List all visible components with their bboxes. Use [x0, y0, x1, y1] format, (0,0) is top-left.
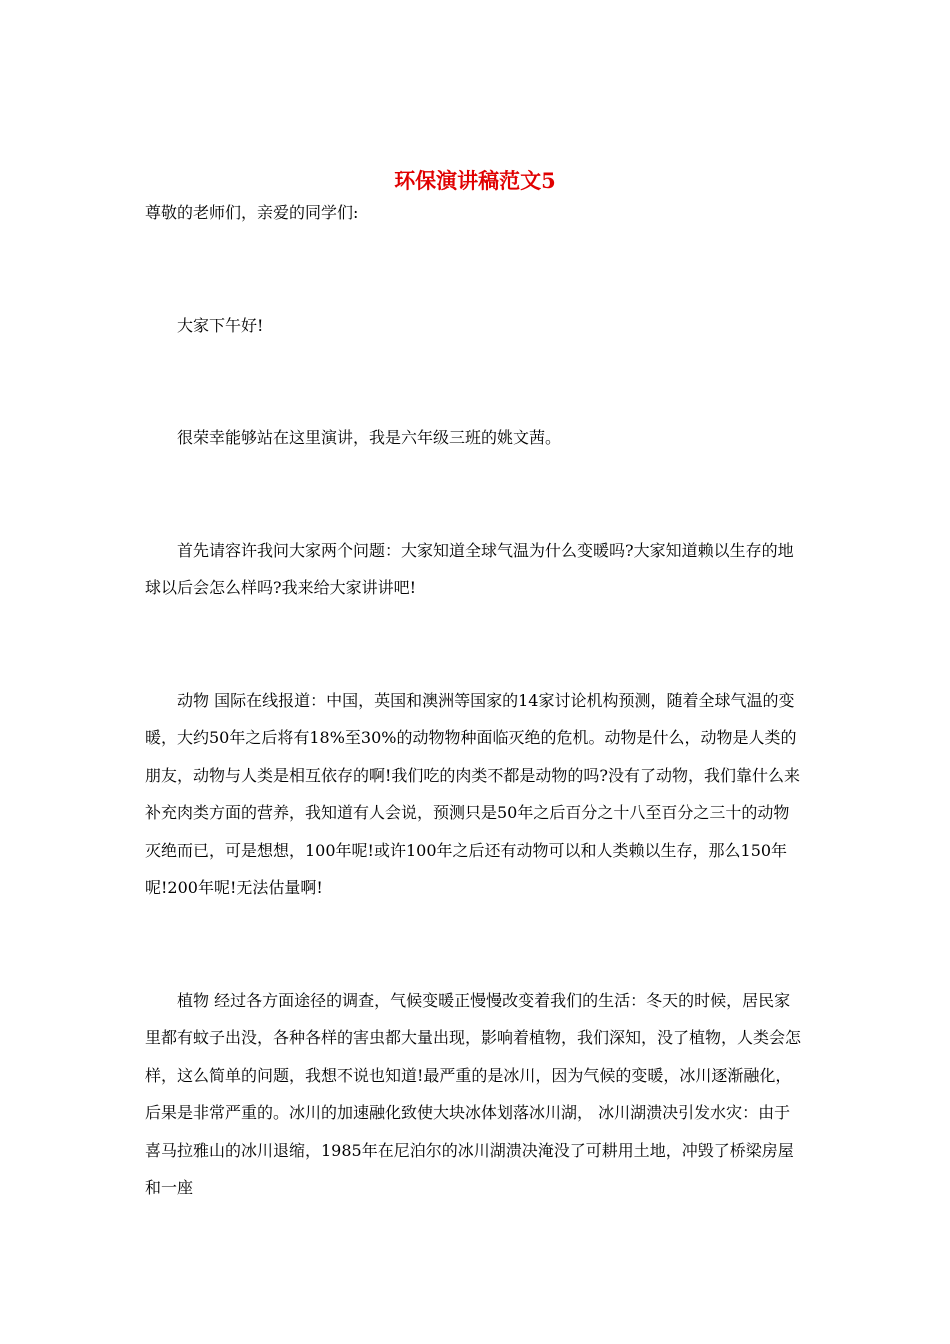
- salutation: 尊敬的老师们，亲爱的同学们:: [145, 203, 359, 222]
- paragraph-introduction: 很荣幸能够站在这里演讲，我是六年级三班的姚文茜。: [177, 428, 562, 447]
- document-title: 环保演讲稿范文5: [394, 168, 556, 194]
- paragraph-spacer: [145, 457, 805, 532]
- paragraph-plants: 植物 经过各方面途径的调查，气候变暖正慢慢改变着我们的生活：冬天的时候，居民家里都有蚊子出没，各种各样的害虫都大量出现，影响着植物，我们深知，没了植物，人类会怎样，这么简单的问题，我想不说也知道!最严重的是冰川，因为气候的变暖，冰川逐渐融化，后果是非常严重的。冰川的加速融化致使大块冰体划落冰川湖， 冰川湖溃决引发水灾：由于喜马拉雅山的冰川退缩，1985年在尼泊尔的冰川湖溃决淹没了可耕用土地，冲毁了桥梁房屋和一座: [145, 990, 802, 1197]
- paragraph-questions: 首先请容许我问大家两个问题：大家知道全球气温为什么变暖吗?大家知道赖以生存的地球以后会怎么样吗?我来给大家讲讲吧!: [145, 540, 794, 597]
- paragraph-spacer: [145, 232, 805, 307]
- document-body: [145, 194, 805, 1207]
- paragraph-spacer: [145, 607, 805, 682]
- paragraph-greeting: 大家下午好!: [177, 315, 264, 335]
- paragraph-animals: 动物 国际在线报道：中国，英国和澳洲等国家的14家讨论机构预测，随着全球气温的变暖，大约50年之后将有18%至30%的动物物种面临灭绝的危机。动物是什么，动物是人类的朋友，动物与人类是相互依存的啊!我们吃的肉类不都是动物的吗?没有了动物，我们靠什么来补充肉类方面的营养，我知道有人会说，预测只是50年之后百分之十八至百分之三十的动物灭绝而已，可是想想，100年呢!或许100年之后还有动物可以和人类赖以生存，那么150年呢!200年呢!无法估量啊!: [145, 690, 801, 897]
- paragraph-spacer: [145, 907, 805, 982]
- paragraph-spacer: [145, 344, 805, 419]
